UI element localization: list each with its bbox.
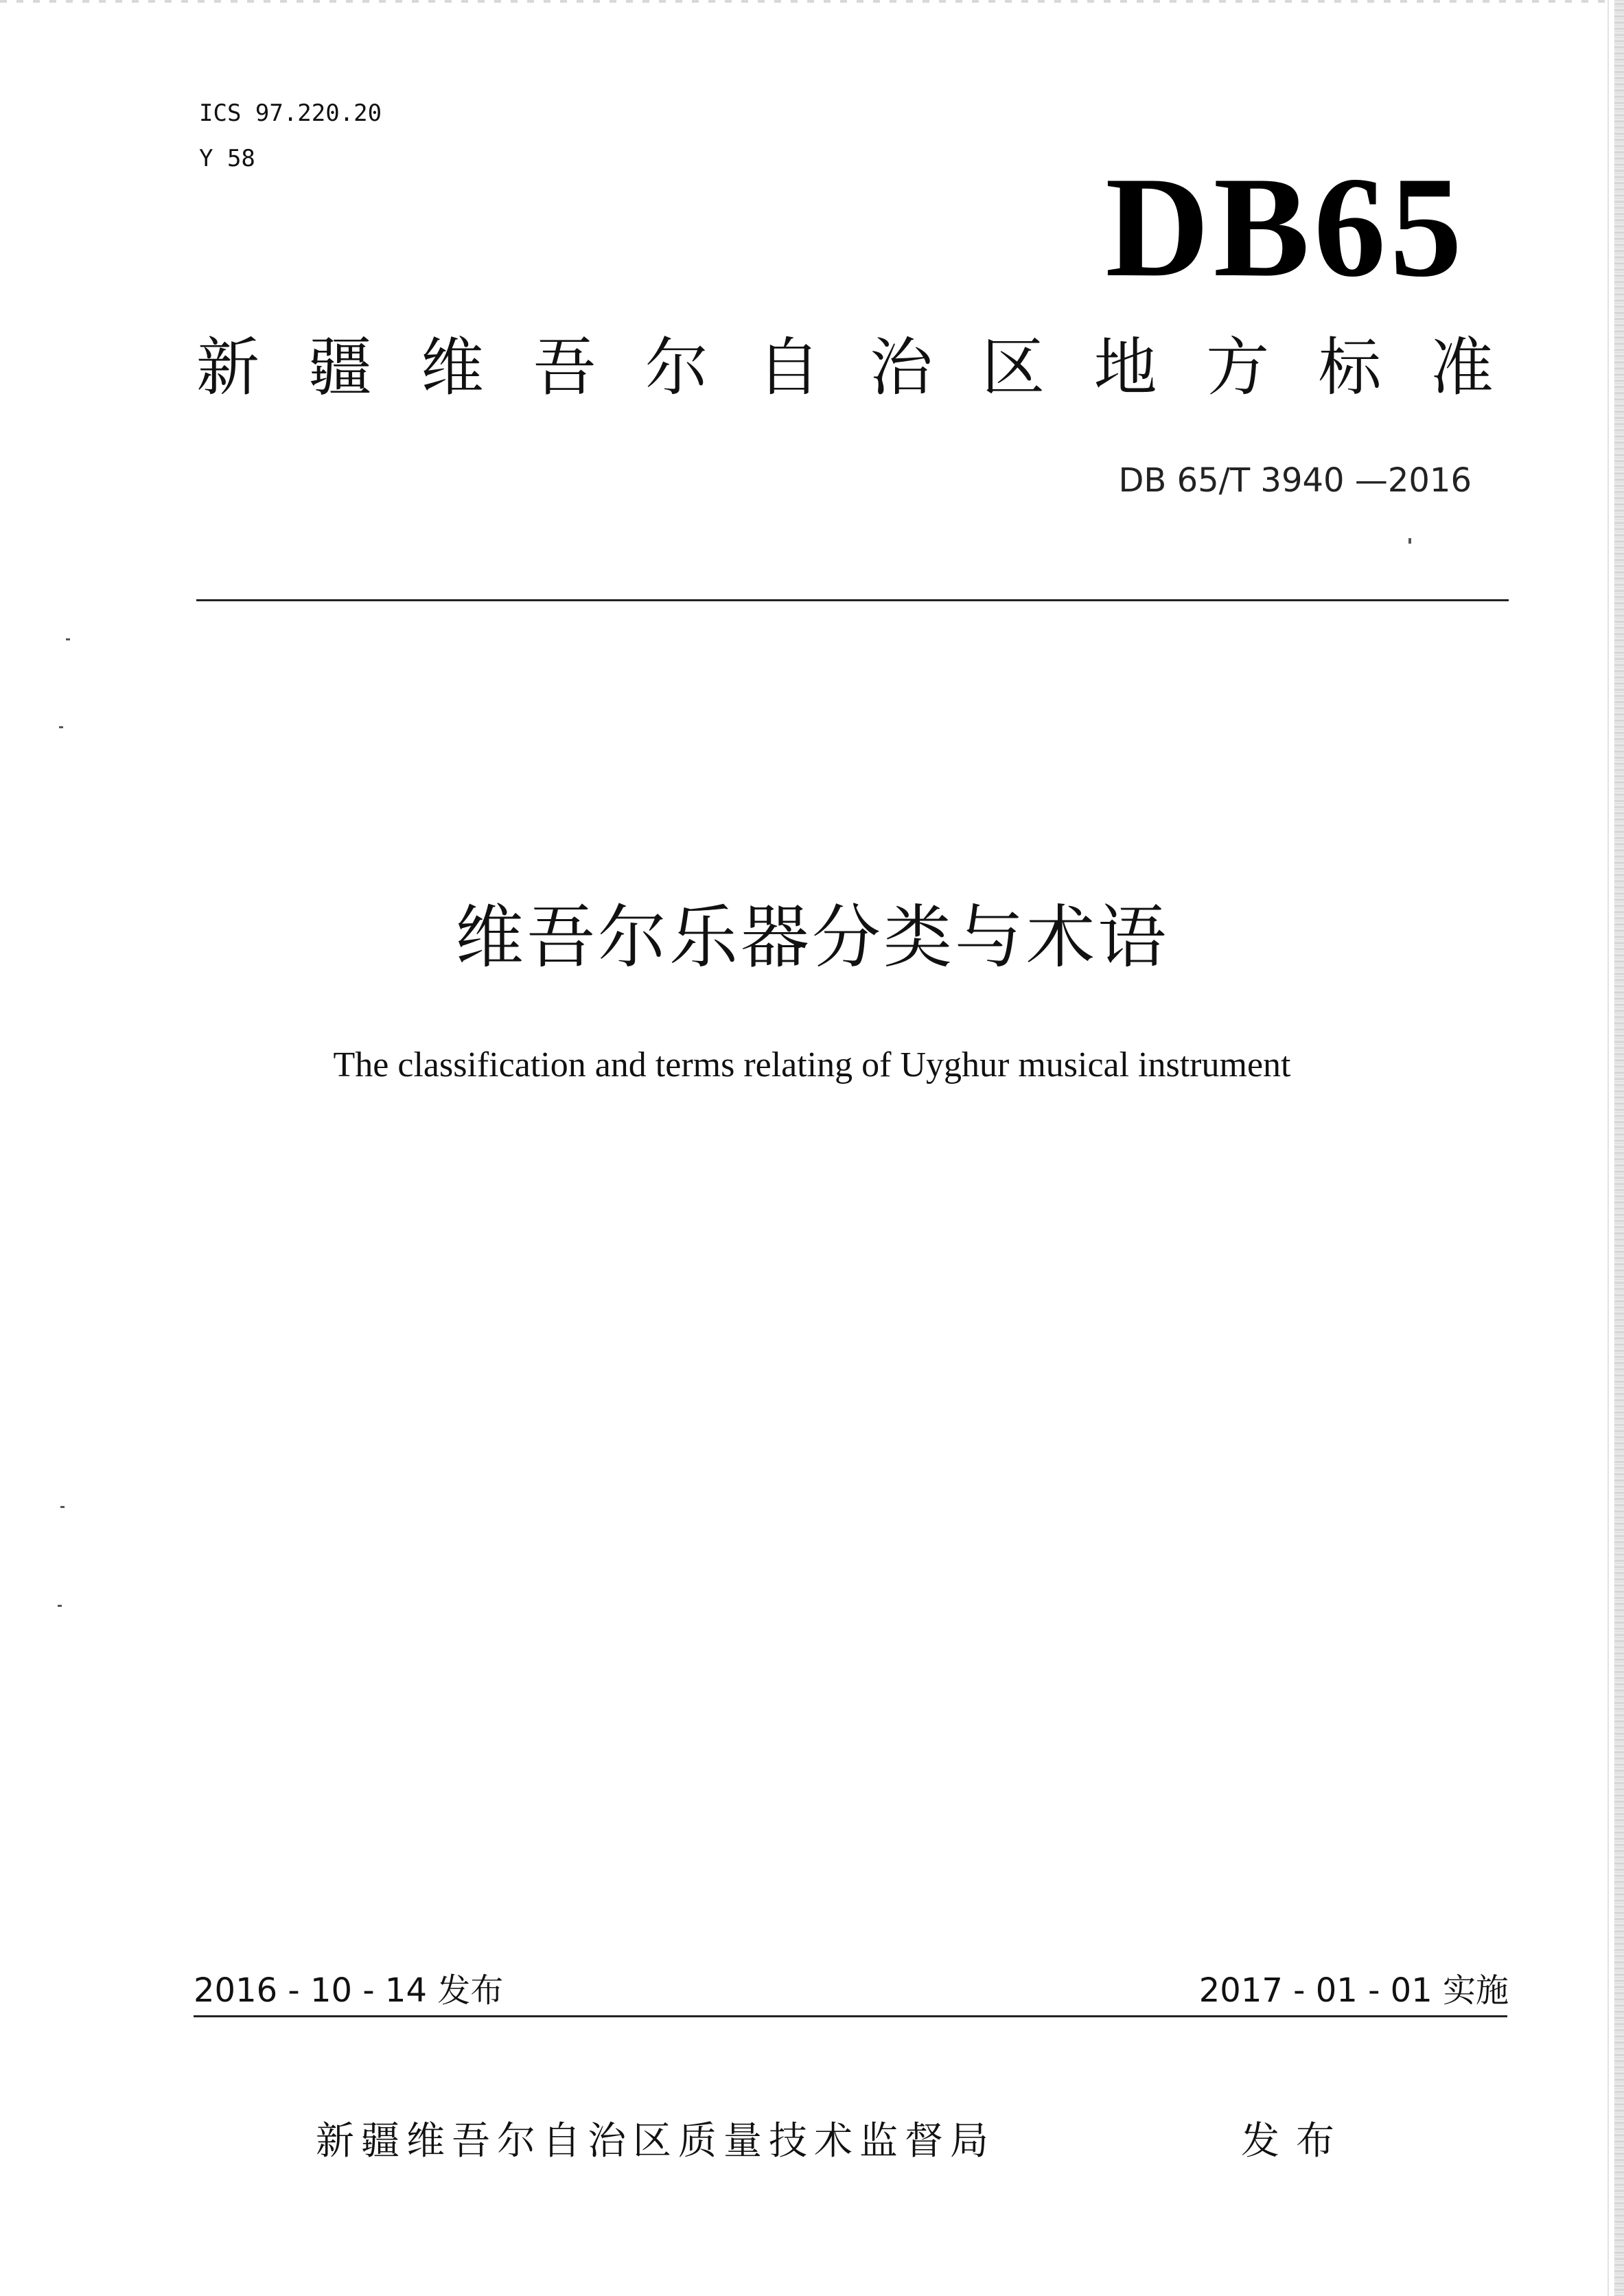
standard-number: DB 65/T 3940 —2016	[1118, 461, 1472, 500]
db65-logo: DB65	[1105, 148, 1466, 307]
standard-type-char: 治	[869, 331, 933, 404]
scan-right-edge	[1614, 0, 1624, 2296]
scan-speck	[1408, 538, 1411, 544]
standard-type-char: 吾	[533, 331, 596, 404]
standard-type-char: 维	[420, 331, 484, 404]
standard-type-char: 疆	[308, 331, 372, 404]
scan-speck	[58, 1605, 62, 1607]
scan-speck	[59, 726, 63, 728]
standard-type-char: 自	[757, 331, 821, 404]
standard-type-char: 区	[982, 331, 1045, 404]
scan-top-edge	[0, 0, 1624, 3]
document-title-chinese: 维吾尔乐器分类与术语	[455, 897, 1169, 977]
document-title-english: The classification and terms relating of Uyghur musical instrument	[333, 1045, 1291, 1085]
standard-type-char: 地	[1093, 331, 1157, 404]
standard-type-char: 方	[1206, 331, 1270, 404]
standard-type-char: 标	[1318, 331, 1382, 404]
standard-type-char: 新	[196, 331, 260, 404]
standard-type-char: 准	[1430, 331, 1494, 404]
header-divider	[196, 599, 1509, 601]
issue-date: 2016 - 10 - 14 发布	[194, 1971, 504, 2010]
classification-code: Y 58	[199, 145, 255, 172]
footer-divider	[194, 2015, 1507, 2017]
scan-right-line	[1608, 0, 1609, 2296]
scan-speck	[66, 638, 70, 640]
implementation-date: 2017 - 01 - 01 实施	[1198, 1971, 1509, 2010]
scan-speck	[60, 1506, 65, 1508]
standard-type-char: 尔	[645, 331, 708, 404]
standard-type-heading	[196, 331, 1494, 404]
ics-code: ICS 97.220.20	[199, 100, 382, 127]
issuing-authority: 新疆维吾尔自治区质量技术监督局	[316, 2119, 995, 2164]
issue-label: 发布	[1241, 2119, 1351, 2164]
